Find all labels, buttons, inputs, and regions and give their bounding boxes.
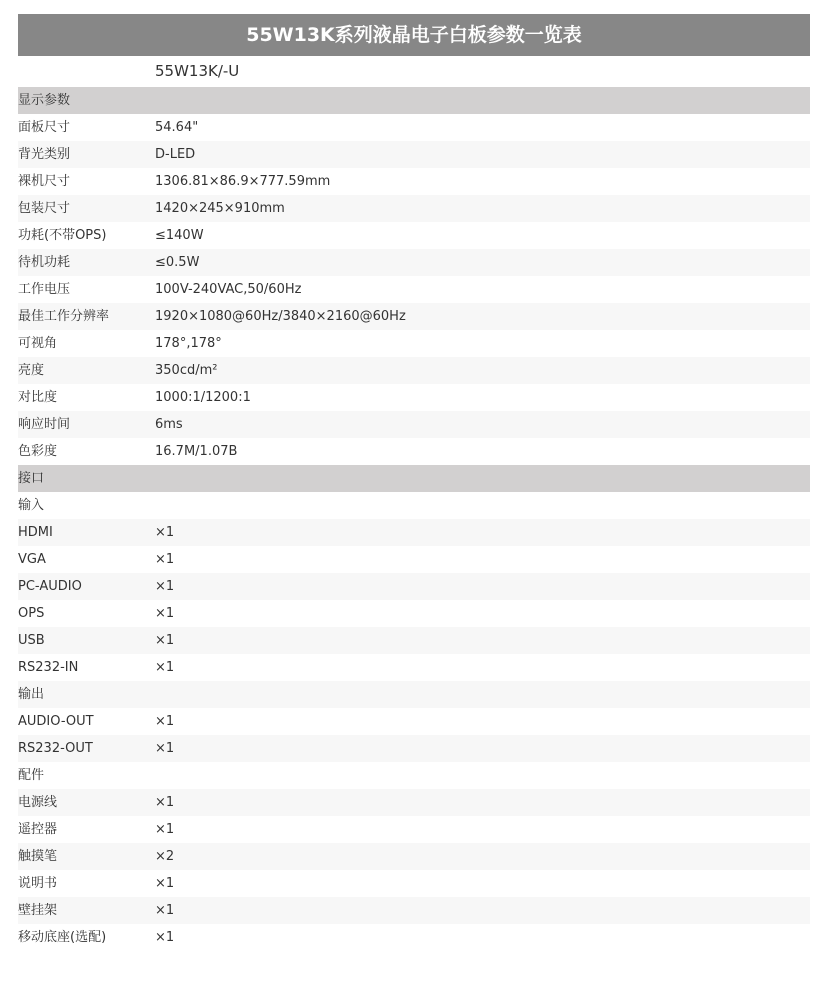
table-row	[18, 114, 810, 141]
spec-value: 1920×1080@60Hz/3840×2160@60Hz	[155, 309, 406, 324]
table-row	[18, 924, 810, 951]
spec-label: 说明书	[18, 876, 58, 891]
table-row	[18, 708, 810, 735]
table-row	[18, 357, 810, 384]
spec-value: ×1	[155, 660, 175, 675]
table-row	[18, 627, 810, 654]
spec-value: 100V-240VAC,50/60Hz	[155, 282, 302, 297]
spec-value: ×2	[155, 849, 175, 864]
spec-sheet	[18, 14, 810, 951]
table-row	[18, 222, 810, 249]
spec-label: 色彩度	[18, 444, 58, 459]
spec-value	[155, 87, 810, 114]
spec-value: ×1	[155, 876, 175, 891]
spec-value: ≤0.5W	[155, 255, 200, 270]
spec-label: 配件	[18, 768, 45, 783]
table-row	[18, 519, 810, 546]
spec-label: 输出	[18, 687, 45, 702]
spec-label: 背光类别	[18, 147, 71, 162]
spec-label: RS232-OUT	[18, 741, 93, 756]
spec-label: 对比度	[18, 390, 58, 405]
spec-label: HDMI	[18, 525, 53, 540]
spec-label: 触摸笔	[18, 849, 58, 864]
spec-label: 移动底座(选配)	[18, 930, 107, 945]
spec-value: 1000:1/1200:1	[155, 390, 251, 405]
spec-value: 54.64"	[155, 120, 199, 135]
spec-value: ×1	[155, 606, 175, 621]
table-row	[18, 195, 810, 222]
spec-value: 1306.81×86.9×777.59mm	[155, 174, 331, 189]
table-row	[18, 546, 810, 573]
section-title: 显示参数	[18, 93, 71, 108]
table-row	[18, 843, 810, 870]
spec-value: ×1	[155, 525, 175, 540]
spec-label: USB	[18, 633, 45, 648]
table-row	[18, 870, 810, 897]
table-row	[18, 816, 810, 843]
page-title: 55W13K系列液晶电子白板参数一览表	[18, 14, 810, 56]
spec-label: 可视角	[18, 336, 58, 351]
spec-label: AUDIO-OUT	[18, 714, 94, 729]
table-row	[18, 249, 810, 276]
table-row	[18, 141, 810, 168]
table-row	[18, 762, 810, 789]
table-row	[18, 384, 810, 411]
spec-value: D-LED	[155, 147, 196, 162]
spec-value: 178°,178°	[155, 336, 222, 351]
table-row	[18, 276, 810, 303]
spec-label: 裸机尺寸	[18, 174, 71, 189]
spec-value: ×1	[155, 741, 175, 756]
spec-value: 1420×245×910mm	[155, 201, 285, 216]
table-row	[18, 492, 810, 519]
spec-label: 最佳工作分辨率	[18, 309, 110, 324]
spec-value: ×1	[155, 822, 175, 837]
spec-value: ×1	[155, 903, 175, 918]
table-row	[18, 735, 810, 762]
table-row	[18, 168, 810, 195]
spec-label: 功耗(不带OPS)	[18, 228, 107, 243]
table-row	[18, 573, 810, 600]
spec-label: VGA	[18, 552, 46, 567]
section-title: 接口	[18, 471, 45, 486]
spec-value: 16.7M/1.07B	[155, 444, 238, 459]
spec-value	[155, 681, 810, 708]
table-row	[18, 600, 810, 627]
table-row	[18, 897, 810, 924]
spec-label: 输入	[18, 498, 45, 513]
table-row	[18, 654, 810, 681]
spec-value: ×1	[155, 795, 175, 810]
spec-value	[155, 492, 810, 519]
spec-label: 待机功耗	[18, 255, 71, 270]
spec-value	[155, 762, 810, 789]
spec-value: ×1	[155, 633, 175, 648]
table-row	[18, 681, 810, 708]
table-row	[18, 303, 810, 330]
spec-label: 电源线	[18, 795, 58, 810]
spec-label: 面板尺寸	[18, 120, 71, 135]
spec-value: 350cd/m²	[155, 363, 218, 378]
spec-table	[18, 87, 810, 951]
spec-label: 遥控器	[18, 822, 58, 837]
spec-value: ≤140W	[155, 228, 204, 243]
spec-value: 6ms	[155, 417, 183, 432]
spec-label: 亮度	[18, 363, 45, 378]
spec-label: 包装尺寸	[18, 201, 71, 216]
spec-value: ×1	[155, 714, 175, 729]
spec-label: PC-AUDIO	[18, 579, 82, 594]
spec-label: 工作电压	[18, 282, 71, 297]
table-row	[18, 330, 810, 357]
model-name: 55W13K/-U	[155, 62, 240, 80]
spec-value	[155, 465, 810, 492]
spec-value: ×1	[155, 552, 175, 567]
spec-label: 响应时间	[18, 417, 71, 432]
spec-value: ×1	[155, 579, 175, 594]
table-row	[18, 438, 810, 465]
spec-label: 壁挂架	[18, 903, 58, 918]
table-row	[18, 411, 810, 438]
section-header-row	[18, 87, 810, 114]
spec-label: RS232-IN	[18, 660, 79, 675]
spec-value: ×1	[155, 930, 175, 945]
table-row	[18, 789, 810, 816]
section-header-row	[18, 465, 810, 492]
spec-label: OPS	[18, 606, 45, 621]
